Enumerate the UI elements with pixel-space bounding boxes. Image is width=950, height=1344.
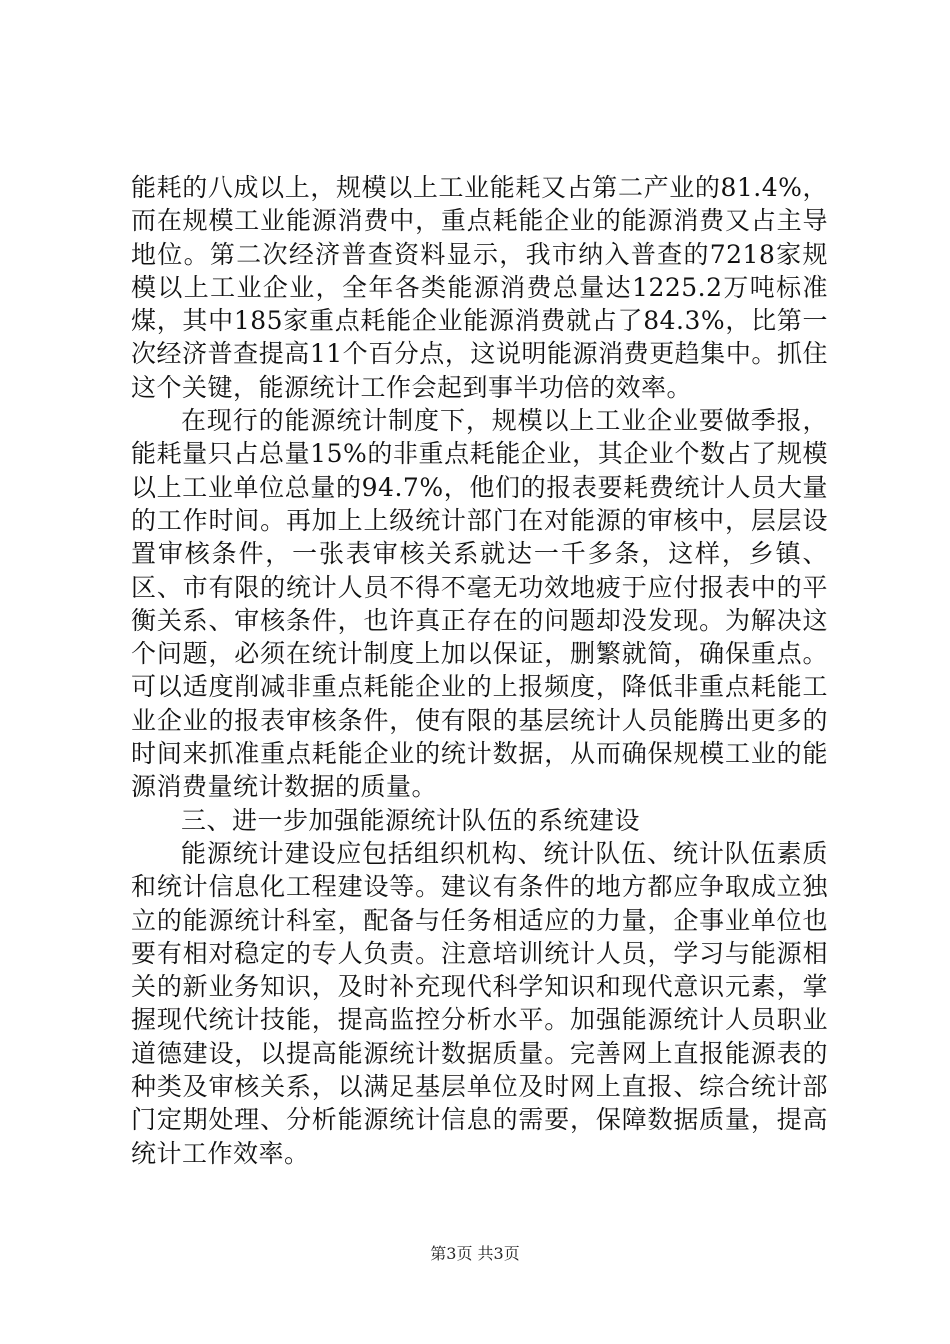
document-body <box>131 171 828 1170</box>
paragraph-3: 能源统计建设应包括组织机构、统计队伍、统计队伍素质和统计信息化工程建设等。建议有条件的地方都应争取成立独立的能源统计科室，配备与任务相适应的力量，企事业单位也要有相对稳定的专人负责。注意培训统计人员，学习与能源相关的新业务知识，及时补充现代科学知识和现代意识元素，掌握现代统计技能，提高监控分析水平。加强能源统计人员职业道德建设，以提高能源统计数据质量。完善网上直报能源表的种类及审核关系，以满足基层单位及时网上直报、综合统计部门定期处理、分析能源统计信息的需要，保障数据质量，提高统计工作效率。 <box>131 838 828 1168</box>
section-heading: 三、进一步加强能源统计队伍的系统建设 <box>181 805 641 835</box>
paragraph-1: 能耗的八成以上，规模以上工业能耗又占第二产业的81.4%，而在规模工业能源消费中，重点耗能企业的能源消费又占主导地位。第二次经济普查资料显示，我市纳入普查的7218家规模以上工业企业，全年各类能源消费总量达1225.2万吨标准煤，其中185家重点耗能企业能源消费就占了84.3%，比第一次经济普查提高11个百分点，这说明能源消费更趋集中。抓住这个关键，能源统计工作会起到事半功倍的效率。 <box>131 173 828 402</box>
paragraph-2: 在现行的能源统计制度下，规模以上工业企业要做季报，能耗量只占总量15%的非重点耗能企业，其企业个数占了规模以上工业单位总量的94.7%，他们的报表要耗费统计人员大量的工作时间。再加上上级统计部门在对能源的审核中，层层设置审核条件，一张表审核关系就达一千多条，这样，乡镇、区、市有限的统计人员不得不毫无功效地疲于应付报表中的平衡关系、审核条件，也许真正存在的问题却没发现。为解决这个问题，必须在统计制度上加以保证，删繁就简，确保重点。可以适度削减非重点耗能企业的上报频度，降低非重点耗能工业企业的报表审核条件，使有限的基层统计人员能腾出更多的时间来抓准重点耗能企业的统计数据，从而确保规模工业的能源消费量统计数据的质量。 <box>131 406 828 802</box>
page-number-footer: 第3页 共3页 <box>430 1244 520 1263</box>
